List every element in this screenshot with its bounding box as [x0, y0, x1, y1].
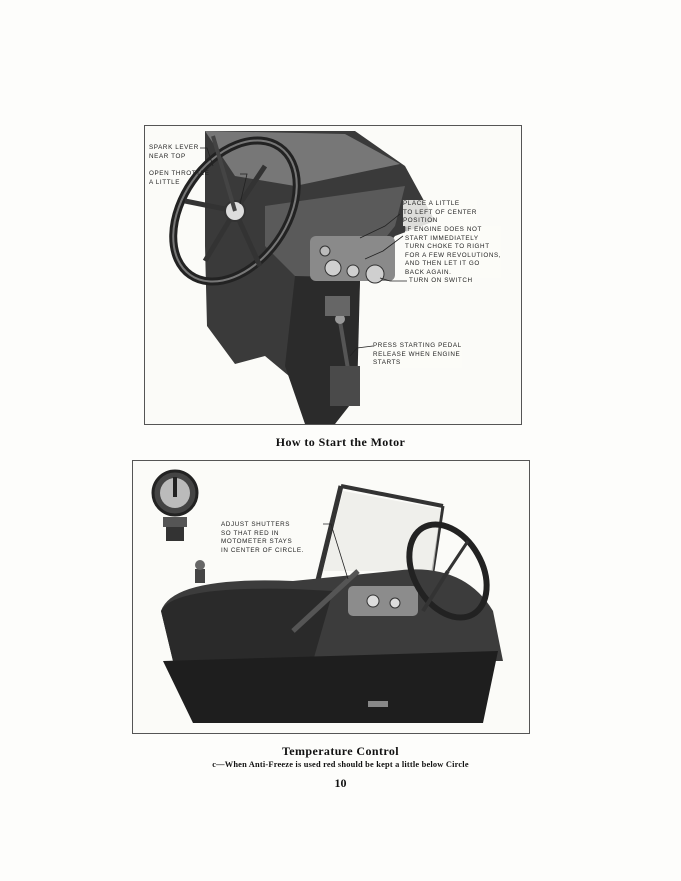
open-throttle-callout: OPEN THROTTLE A LITTLE: [149, 170, 210, 186]
figure2-caption: Temperature Control: [281, 744, 400, 758]
starting-pedal-callout: PRESS STARTING PEDAL RELEASE WHEN ENGINE STARTS: [373, 342, 462, 367]
choke-callout: IF ENGINE DOES NOT START IMMEDIATELY TURN CHOKE TO RIGHT FOR A FEW REVOLUTIONS, AND THEN LET IT GO BACK AGAIN.: [405, 226, 502, 276]
adjust-shutters-callout: ADJUST SHUTTERS SO THAT RED IN MOTOMETER STAYS IN CENTER OF CIRCLE.: [221, 521, 305, 554]
place-left-callout: PLACE A LITTLE TO LEFT OF CENTER POSITION: [403, 200, 477, 225]
spark-lever-callout: SPARK LEVER NEAR TOP: [149, 144, 199, 160]
switch-callout: TURN ON SWITCH: [409, 277, 473, 284]
page-number: 10: [334, 776, 347, 790]
figure-start-motor: [144, 125, 522, 425]
anti-freeze-note: c—When Anti-Freeze is used red should be kept a little below Circle: [212, 760, 469, 769]
radiator-illustration: [133, 461, 529, 733]
figure-temperature-control: [132, 460, 530, 734]
figure1-caption: How to Start the Motor: [275, 435, 406, 449]
